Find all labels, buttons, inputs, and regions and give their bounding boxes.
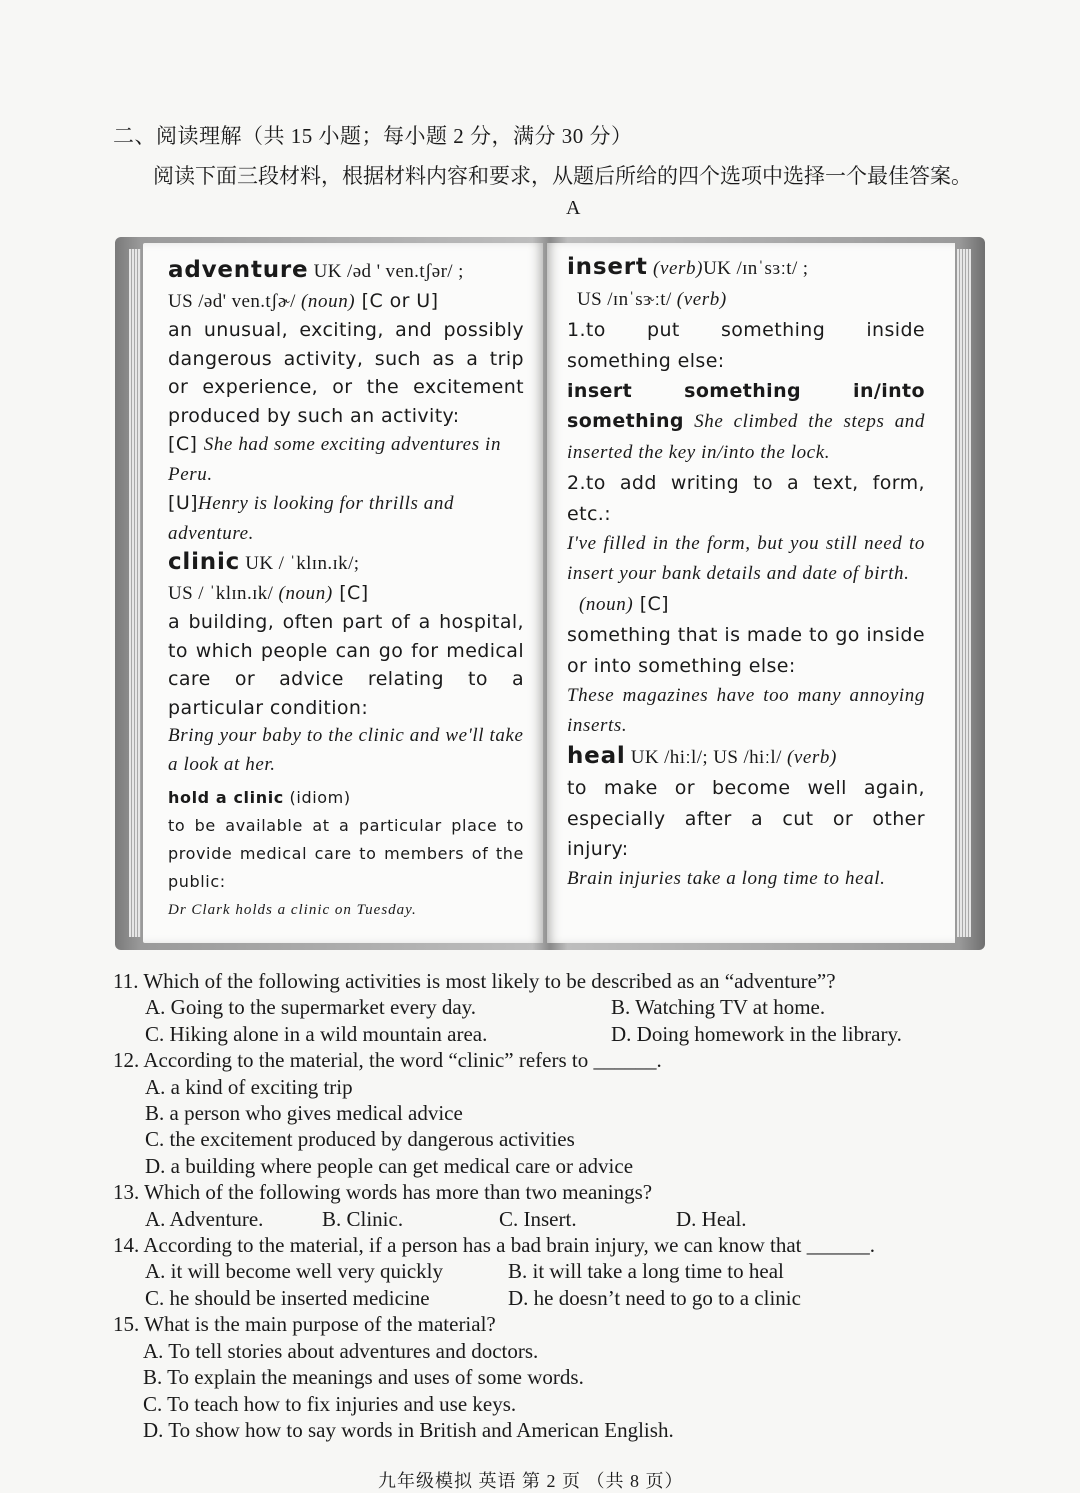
option-c: C. the excitement produced by dangerous activities <box>145 1127 575 1152</box>
option-b: B. To explain the meanings and uses of some words. <box>143 1365 584 1390</box>
class-label: [C] <box>633 593 669 616</box>
headword-insert: insert <box>567 254 648 280</box>
option-d: D. Heal. <box>676 1206 747 1231</box>
passage-label: A <box>566 197 581 219</box>
phrase: insert something in/into something <box>567 379 925 433</box>
option-b: B. Clinic. <box>322 1206 404 1231</box>
option-b: B. Watching TV at home. <box>611 995 826 1020</box>
option-b: B. it will take a long time to heal <box>508 1259 784 1284</box>
example: These magazines have too many annoying inserts. <box>567 684 925 737</box>
entry-hold-a-clinic <box>168 783 524 925</box>
question-14 <box>113 1232 973 1311</box>
option-c: C. Hiking alone in a wild mountain area. <box>145 1021 488 1046</box>
example: She climbed the steps and inserted the key in/into the lock. <box>567 411 925 464</box>
question-stem: 13. Which of the following words has more than two meanings? <box>113 1180 653 1205</box>
option-a: A. Adventure. <box>145 1206 264 1231</box>
page-edges-right <box>957 249 971 937</box>
pos: (noun) <box>579 594 634 616</box>
pron: UK /hiːl/; US /hiːl/ <box>625 747 787 769</box>
option-c: C. Insert. <box>499 1206 577 1231</box>
example: Dr Clark holds a clinic on Tuesday. <box>168 902 417 918</box>
option-c: C. To teach how to fix injuries and use keys. <box>143 1391 517 1416</box>
pos: (verb) <box>786 747 837 769</box>
definition: an unusual, exciting, and possibly dangerous activity, such as a trip or experience, or the excitement produced by such an activity: <box>168 319 524 427</box>
sense-3: something that is made to go inside or into something else: <box>567 624 925 677</box>
question-15 <box>113 1311 973 1443</box>
option-a: A. To tell stories about adventures and doctors. <box>143 1338 539 1363</box>
headword-adventure: adventure <box>168 257 309 283</box>
question-stem: 12. According to the material, the word “clinic” refers to ______. <box>113 1048 662 1073</box>
question-13 <box>113 1179 973 1232</box>
example: She had some exciting adventures in Peru. <box>168 434 502 485</box>
example: Bring your baby to the clinic and we'll take a look at her. <box>168 725 524 775</box>
example: Brain injuries take a long time to heal. <box>567 868 886 890</box>
example: I've filled in the form, but you still need to insert your bank details and date of birth. <box>567 532 925 585</box>
headword-clinic: clinic <box>168 549 241 575</box>
pron-us: US /əd' ven.tʃɚ/ <box>168 290 301 312</box>
question-12 <box>113 1047 973 1179</box>
pron-uk: UK /əd ' ven.tʃər/ ; <box>308 261 464 282</box>
question-11 <box>113 968 973 1047</box>
page-footer: 九年级模拟 英语 第 2 页 （共 8 页） <box>378 1471 684 1491</box>
headword-heal: heal <box>567 743 626 770</box>
question-stem: 14. According to the material, if a person has a bad brain injury, we can know that ______. <box>113 1233 876 1258</box>
question-stem: 11. Which of the following activities is most likely to be described as an “adventure”? <box>113 969 836 993</box>
phrase: hold a clinic <box>168 788 284 807</box>
definition: to be available at a particular place to provide medical care to members of the public: <box>168 816 524 891</box>
section-title: 二、阅读理解（共 15 小题；每小题 2 分，满分 30 分） <box>113 124 633 148</box>
pos: (noun) <box>300 290 356 312</box>
definition: a building, often part of a hospital, to which people can go for medical care or advice relating to a particular condition: <box>168 611 524 719</box>
class-label: [C or U] <box>355 289 439 312</box>
example: Henry is looking for thrills and adventure. <box>168 493 455 544</box>
entry-clinic <box>168 548 524 779</box>
questions <box>113 968 973 1443</box>
sense-2: 2.to add writing to a text, form, etc.: <box>567 472 925 525</box>
option-a: A. a kind of exciting trip <box>145 1074 353 1099</box>
phrase-tag: (idiom) <box>283 788 351 807</box>
option-d: D. To show how to say words in British and American English. <box>143 1417 674 1442</box>
option-b: B. a person who gives medical advice <box>145 1101 463 1126</box>
entry-adventure <box>168 256 524 548</box>
option-d: D. he doesn’t need to go to a clinic <box>508 1285 801 1310</box>
dictionary-book-image <box>115 237 985 950</box>
definition: to make or become well again, especially after a cut or other injury: <box>567 777 925 860</box>
left-entries <box>168 256 524 925</box>
question-stem: 15. What is the main purpose of the material? <box>113 1312 496 1337</box>
entry-heal <box>567 741 925 894</box>
section-instruction: 阅读下面三段材料，根据材料内容和要求，从题后所给的四个选项中选择一个最佳答案。 <box>153 164 972 188</box>
page-edges-left <box>129 249 141 937</box>
option-c: C. he should be inserted medicine <box>145 1285 430 1310</box>
pos: (noun) <box>278 582 333 604</box>
entry-insert <box>567 252 925 741</box>
sense-1: 1.to put something inside something else: <box>567 319 925 372</box>
pron-uk: UK /ɪnˈsɜːt/ ; <box>703 258 809 279</box>
option-d: D. a building where people can get medical care or advice <box>145 1153 634 1178</box>
pron-us: US /ɪnˈsɝːt/ <box>577 289 677 311</box>
pos: (verb) <box>676 289 727 311</box>
ex-tag: [C] <box>168 433 204 455</box>
option-d: D. Doing homework in the library. <box>611 1021 902 1046</box>
option-a: A. it will become well very quickly <box>145 1259 444 1284</box>
ex-tag: [U] <box>168 492 198 514</box>
option-a: A. Going to the supermarket every day. <box>145 995 477 1020</box>
pos: (verb) <box>647 258 704 279</box>
class-label: [C] <box>332 581 369 604</box>
right-entries <box>567 252 925 894</box>
pron-uk: UK / ˈklɪn.ɪk/; <box>240 553 360 574</box>
pron-us: US / ˈklɪn.ɪk/ <box>168 582 279 604</box>
